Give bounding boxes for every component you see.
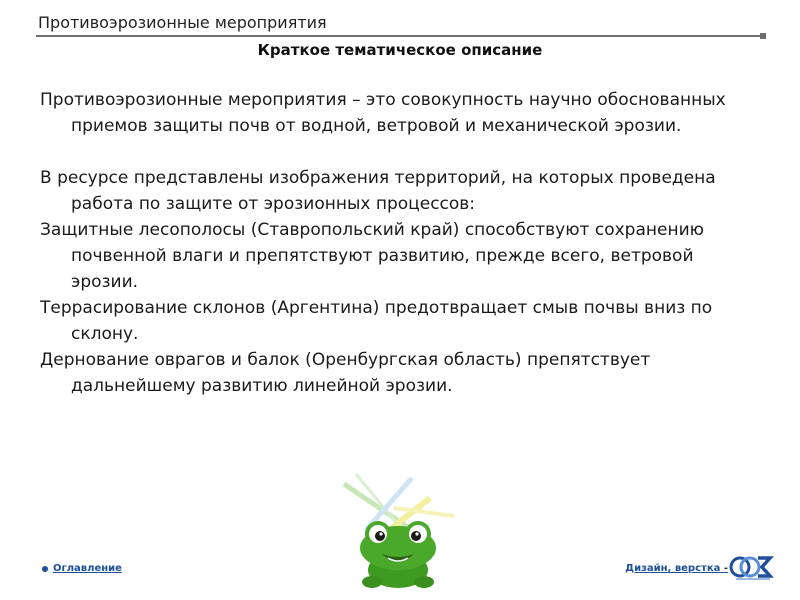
header-rule-end <box>760 33 766 39</box>
paragraph-gap <box>40 139 730 165</box>
paragraph-forest-belts: Защитные лесополосы (Ставропольский край) способствуют сохранению почвенной влаги и препятствуют развитию, прежде всего, ветровой эрозии. <box>40 220 704 292</box>
credits-link-label[interactable]: Дизайн, верстка <box>625 563 721 574</box>
paragraph-intro: В ресурсе представлены изображения территорий, на которых проведена работа по защите от эрозионных процессов: <box>40 168 716 214</box>
credits-separator: - <box>723 563 728 574</box>
slide-subtitle: Краткое тематическое описание <box>257 41 543 59</box>
toc-link[interactable] <box>42 563 122 574</box>
paragraph-terracing: Террасирование склонов (Аргентина) предотвращает смыв почвы вниз по склону. <box>40 298 713 344</box>
body-text <box>40 87 730 399</box>
paragraph-sodding: Дернование оврагов и балок (Оренбургская область) препятствует дальнейшему развитию линейной эрозии. <box>40 350 651 396</box>
credits-link[interactable] <box>625 563 728 574</box>
header-rule <box>36 35 766 37</box>
green-frog-mascot-icon <box>334 470 464 588</box>
toc-link-label[interactable]: Оглавление <box>53 563 122 574</box>
bullet-icon <box>42 566 48 572</box>
paragraph-definition: Противоэрозионные мероприятия – это совокупность научно обоснованных приемов защиты почв от водной, ветровой и механической эрозии. <box>40 90 726 136</box>
publisher-logo-icon[interactable] <box>728 552 776 582</box>
page-header-title: Противоэрозионные мероприятия <box>38 13 327 32</box>
